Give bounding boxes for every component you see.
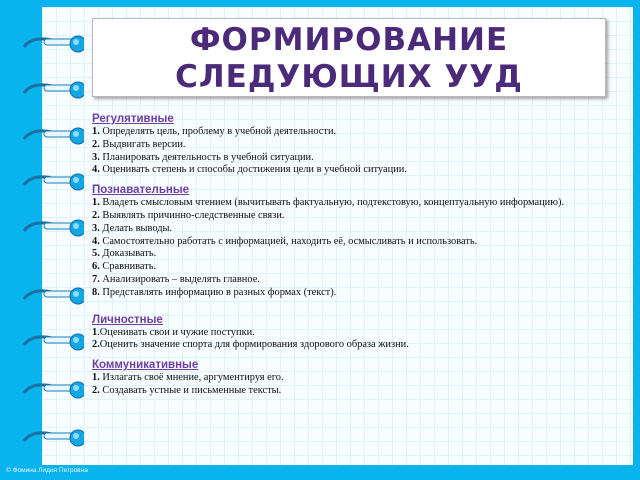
title-line-1: ФОРМИРОВАНИЕ bbox=[189, 22, 509, 58]
item-number: 3. bbox=[92, 151, 100, 163]
item-number: 1. bbox=[92, 197, 100, 209]
section-heading: Регулятивные bbox=[92, 113, 174, 125]
list-item bbox=[92, 327, 622, 340]
binder-ring-icon bbox=[22, 172, 84, 194]
binder-ring-icon bbox=[22, 34, 84, 56]
item-number: 7. bbox=[92, 273, 100, 285]
item-number: 4. bbox=[92, 235, 100, 247]
section-heading: Личностные bbox=[92, 313, 163, 326]
list-item bbox=[92, 287, 622, 300]
item-text: Доказывать. bbox=[99, 248, 157, 260]
list-item bbox=[92, 210, 622, 223]
section-heading: Коммуникативные bbox=[92, 359, 199, 372]
section-cognitive bbox=[92, 183, 622, 299]
list-item bbox=[92, 164, 622, 177]
item-text: Излагать своё мнение, аргументируя его. bbox=[99, 372, 284, 384]
item-number: 1. bbox=[92, 372, 100, 384]
item-number: 5. bbox=[92, 248, 100, 260]
list-item bbox=[92, 385, 622, 398]
binder-ring-icon bbox=[22, 380, 84, 402]
list-item bbox=[92, 261, 622, 274]
section-regulatory bbox=[92, 112, 622, 177]
list-item bbox=[92, 236, 622, 249]
item-number: 3. bbox=[92, 222, 100, 234]
content-area bbox=[92, 112, 622, 404]
binder-ring-icon bbox=[22, 126, 84, 148]
item-number: 2. bbox=[92, 384, 100, 396]
item-text: Делать выводы. bbox=[99, 222, 173, 234]
binder-ring-icon bbox=[22, 218, 84, 240]
item-number: 6. bbox=[92, 261, 100, 273]
item-text: Представлять информацию в разных формах (текст). bbox=[99, 286, 337, 298]
section-personal bbox=[92, 313, 622, 353]
list-item bbox=[92, 372, 622, 385]
item-number: 2. bbox=[92, 339, 100, 351]
section-heading: Познавательные bbox=[92, 184, 190, 197]
item-text: Планировать деятельность в учебной ситуации. bbox=[99, 151, 314, 163]
item-text: .Оценивать свои и чужие поступки. bbox=[97, 326, 255, 338]
item-text: Самостоятельно работать с информацией, находить её, осмысливать и использовать. bbox=[99, 235, 478, 247]
copyright-footer: © Фомина Лидия Петровна bbox=[6, 467, 88, 474]
list-item bbox=[92, 139, 622, 152]
list-item bbox=[92, 197, 622, 210]
section-communicative bbox=[92, 358, 622, 398]
slide-title bbox=[92, 18, 606, 97]
list-item bbox=[92, 152, 622, 165]
list-item bbox=[92, 339, 622, 352]
item-number: 2. bbox=[92, 209, 100, 221]
item-number: 2. bbox=[92, 138, 100, 150]
title-line-2: СЛЕДУЮЩИХ УУД bbox=[175, 59, 523, 95]
binder-ring-icon bbox=[22, 286, 84, 308]
item-text: Анализировать – выделять главное. bbox=[99, 273, 260, 285]
binder-ring-icon bbox=[22, 332, 84, 354]
item-text: Выдвигать версии. bbox=[99, 138, 186, 150]
item-text: Оценивать степень и способы достижения цели в учебной ситуации. bbox=[99, 164, 407, 176]
item-number: 8. bbox=[92, 286, 100, 298]
item-number: 1 bbox=[92, 326, 98, 338]
item-number: 1. bbox=[92, 126, 100, 137]
list-item bbox=[92, 223, 622, 236]
binder-ring-icon bbox=[22, 428, 84, 450]
binder-ring-icon bbox=[22, 80, 84, 102]
list-item bbox=[92, 126, 622, 139]
item-text: Оценить значение спорта для формирования здорового образа жизни. bbox=[99, 339, 409, 351]
list-item bbox=[92, 248, 622, 261]
item-text: Создавать устные и письменные тексты. bbox=[99, 384, 282, 396]
item-text: Выявлять причинно-следственные связи. bbox=[99, 209, 285, 221]
list-item bbox=[92, 274, 622, 287]
item-text: Сравнивать. bbox=[99, 261, 157, 273]
item-number: 4. bbox=[92, 164, 100, 176]
item-text: Определять цель, проблему в учебной деятельности. bbox=[99, 126, 337, 137]
binder-rings bbox=[0, 0, 90, 480]
item-text: Владеть смысловым чтением (вычитывать фактуальную, подтекстовую, концептуальную информацию). bbox=[99, 197, 565, 209]
